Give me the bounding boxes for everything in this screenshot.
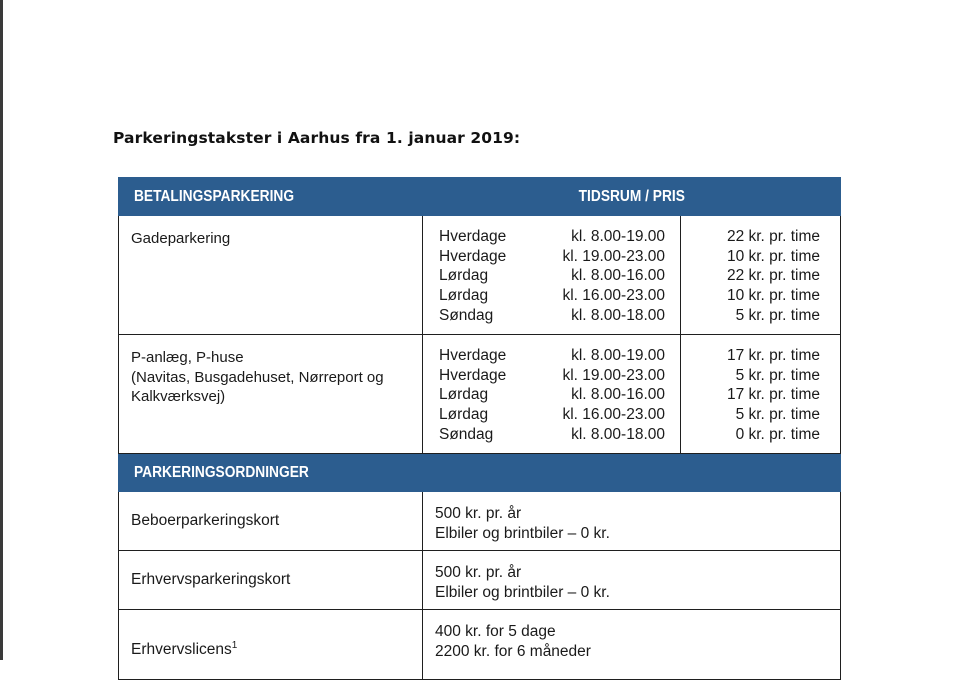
day-label: Hverdage bbox=[439, 228, 507, 245]
header-betalingsparkering-label: BETALINGSPARKERING bbox=[134, 187, 295, 205]
time-range: kl. 8.00-18.00 bbox=[571, 425, 665, 443]
day-label: Hverdage bbox=[439, 366, 507, 384]
header-parkeringsordninger bbox=[119, 454, 841, 492]
time-range: kl. 16.00-23.00 bbox=[562, 406, 665, 424]
price-value: 5 kr. pr. time bbox=[735, 366, 820, 384]
note-cell bbox=[423, 610, 841, 680]
schedule-line bbox=[423, 385, 680, 405]
price-value: 17 kr. pr. time bbox=[726, 386, 820, 404]
schedule-line bbox=[423, 247, 680, 267]
price-cell bbox=[681, 335, 841, 454]
schedule-line bbox=[423, 227, 680, 247]
time-range: kl. 8.00-16.00 bbox=[571, 267, 665, 285]
table-row-erhvervsparkeringskort bbox=[119, 551, 841, 610]
row-label bbox=[119, 610, 423, 680]
schedule-line bbox=[423, 425, 680, 445]
document-title: Parkeringstakster i Aarhus fra 1. januar 2019: bbox=[113, 129, 521, 147]
time-range: kl. 19.00-23.00 bbox=[562, 366, 665, 384]
page-left-edge bbox=[0, 0, 3, 660]
row-label: Erhvervsparkeringskort bbox=[119, 551, 423, 610]
time-range: kl. 8.00-18.00 bbox=[571, 306, 665, 324]
price-value: 10 kr. pr. time bbox=[726, 287, 820, 305]
parking-rates-table bbox=[118, 177, 841, 680]
schedule-line bbox=[423, 286, 680, 306]
schedule-line bbox=[423, 405, 680, 425]
note-cell bbox=[423, 492, 841, 551]
schedule-line bbox=[423, 266, 680, 286]
note-line: Elbiler og brintbiler – 0 kr. bbox=[435, 584, 610, 601]
table-row-beboerparkeringskort bbox=[119, 492, 841, 551]
schedule-cell bbox=[423, 216, 681, 335]
row-label-line: P-anlæg, P-huse bbox=[131, 349, 244, 366]
row-label-line: (Navitas, Busgadehuset, Nørreport og bbox=[131, 368, 384, 386]
day-label: Søndag bbox=[439, 306, 494, 324]
day-label: Hverdage bbox=[439, 347, 507, 364]
time-range: kl. 19.00-23.00 bbox=[562, 247, 665, 265]
day-label: Lørdag bbox=[439, 267, 489, 285]
price-cell bbox=[681, 216, 841, 335]
schedule-line bbox=[423, 366, 680, 386]
row-label bbox=[119, 216, 423, 335]
header-left-cell bbox=[119, 178, 423, 216]
time-range: kl. 8.00-19.00 bbox=[571, 347, 665, 364]
header-right-cell bbox=[423, 178, 841, 216]
note-line: 500 kr. pr. år bbox=[435, 505, 522, 522]
header-parkeringsordninger-label: PARKERINGSORDNINGER bbox=[134, 463, 309, 481]
row-label-line: Kalkværksvej) bbox=[131, 388, 226, 405]
row-label-line: Gadeparkering bbox=[131, 230, 231, 247]
table-row-p-anlaeg bbox=[119, 335, 841, 454]
header-betalingsparkering bbox=[119, 178, 841, 216]
table-row-gadeparkering bbox=[119, 216, 841, 335]
note-cell bbox=[423, 551, 841, 610]
header-parkeringsordninger-cell bbox=[119, 454, 841, 492]
row-label: Beboerparkeringskort bbox=[119, 492, 423, 551]
time-range: kl. 16.00-23.00 bbox=[562, 287, 665, 305]
price-value: 0 kr. pr. time bbox=[735, 425, 820, 443]
note-line: 2200 kr. for 6 måneder bbox=[435, 643, 591, 660]
price-value: 5 kr. pr. time bbox=[735, 406, 820, 424]
schedule-line bbox=[423, 306, 680, 326]
day-label: Lørdag bbox=[439, 386, 489, 404]
footnote-marker: 1 bbox=[231, 640, 238, 651]
table-row-erhvervslicens bbox=[119, 610, 841, 680]
day-label: Hverdage bbox=[439, 247, 507, 265]
price-value: 22 kr. pr. time bbox=[726, 267, 820, 285]
price-value: 10 kr. pr. time bbox=[726, 247, 820, 265]
price-value: 22 kr. pr. time bbox=[726, 228, 820, 245]
row-label-text: Erhvervslicens bbox=[131, 641, 232, 659]
time-range: kl. 8.00-19.00 bbox=[571, 228, 665, 245]
day-label: Lørdag bbox=[439, 287, 489, 305]
price-value: 17 kr. pr. time bbox=[726, 347, 820, 364]
header-tidsrum-pris-label: TIDSRUM / PRIS bbox=[578, 187, 685, 205]
schedule-cell bbox=[423, 335, 681, 454]
day-label: Lørdag bbox=[439, 406, 489, 424]
note-line: Elbiler og brintbiler – 0 kr. bbox=[435, 525, 610, 542]
schedule-line bbox=[423, 346, 680, 366]
day-label: Søndag bbox=[439, 425, 494, 443]
note-line: 400 kr. for 5 dage bbox=[435, 623, 556, 640]
row-label bbox=[119, 335, 423, 454]
note-line: 500 kr. pr. år bbox=[435, 564, 522, 581]
time-range: kl. 8.00-16.00 bbox=[571, 386, 665, 404]
price-value: 5 kr. pr. time bbox=[735, 306, 820, 324]
